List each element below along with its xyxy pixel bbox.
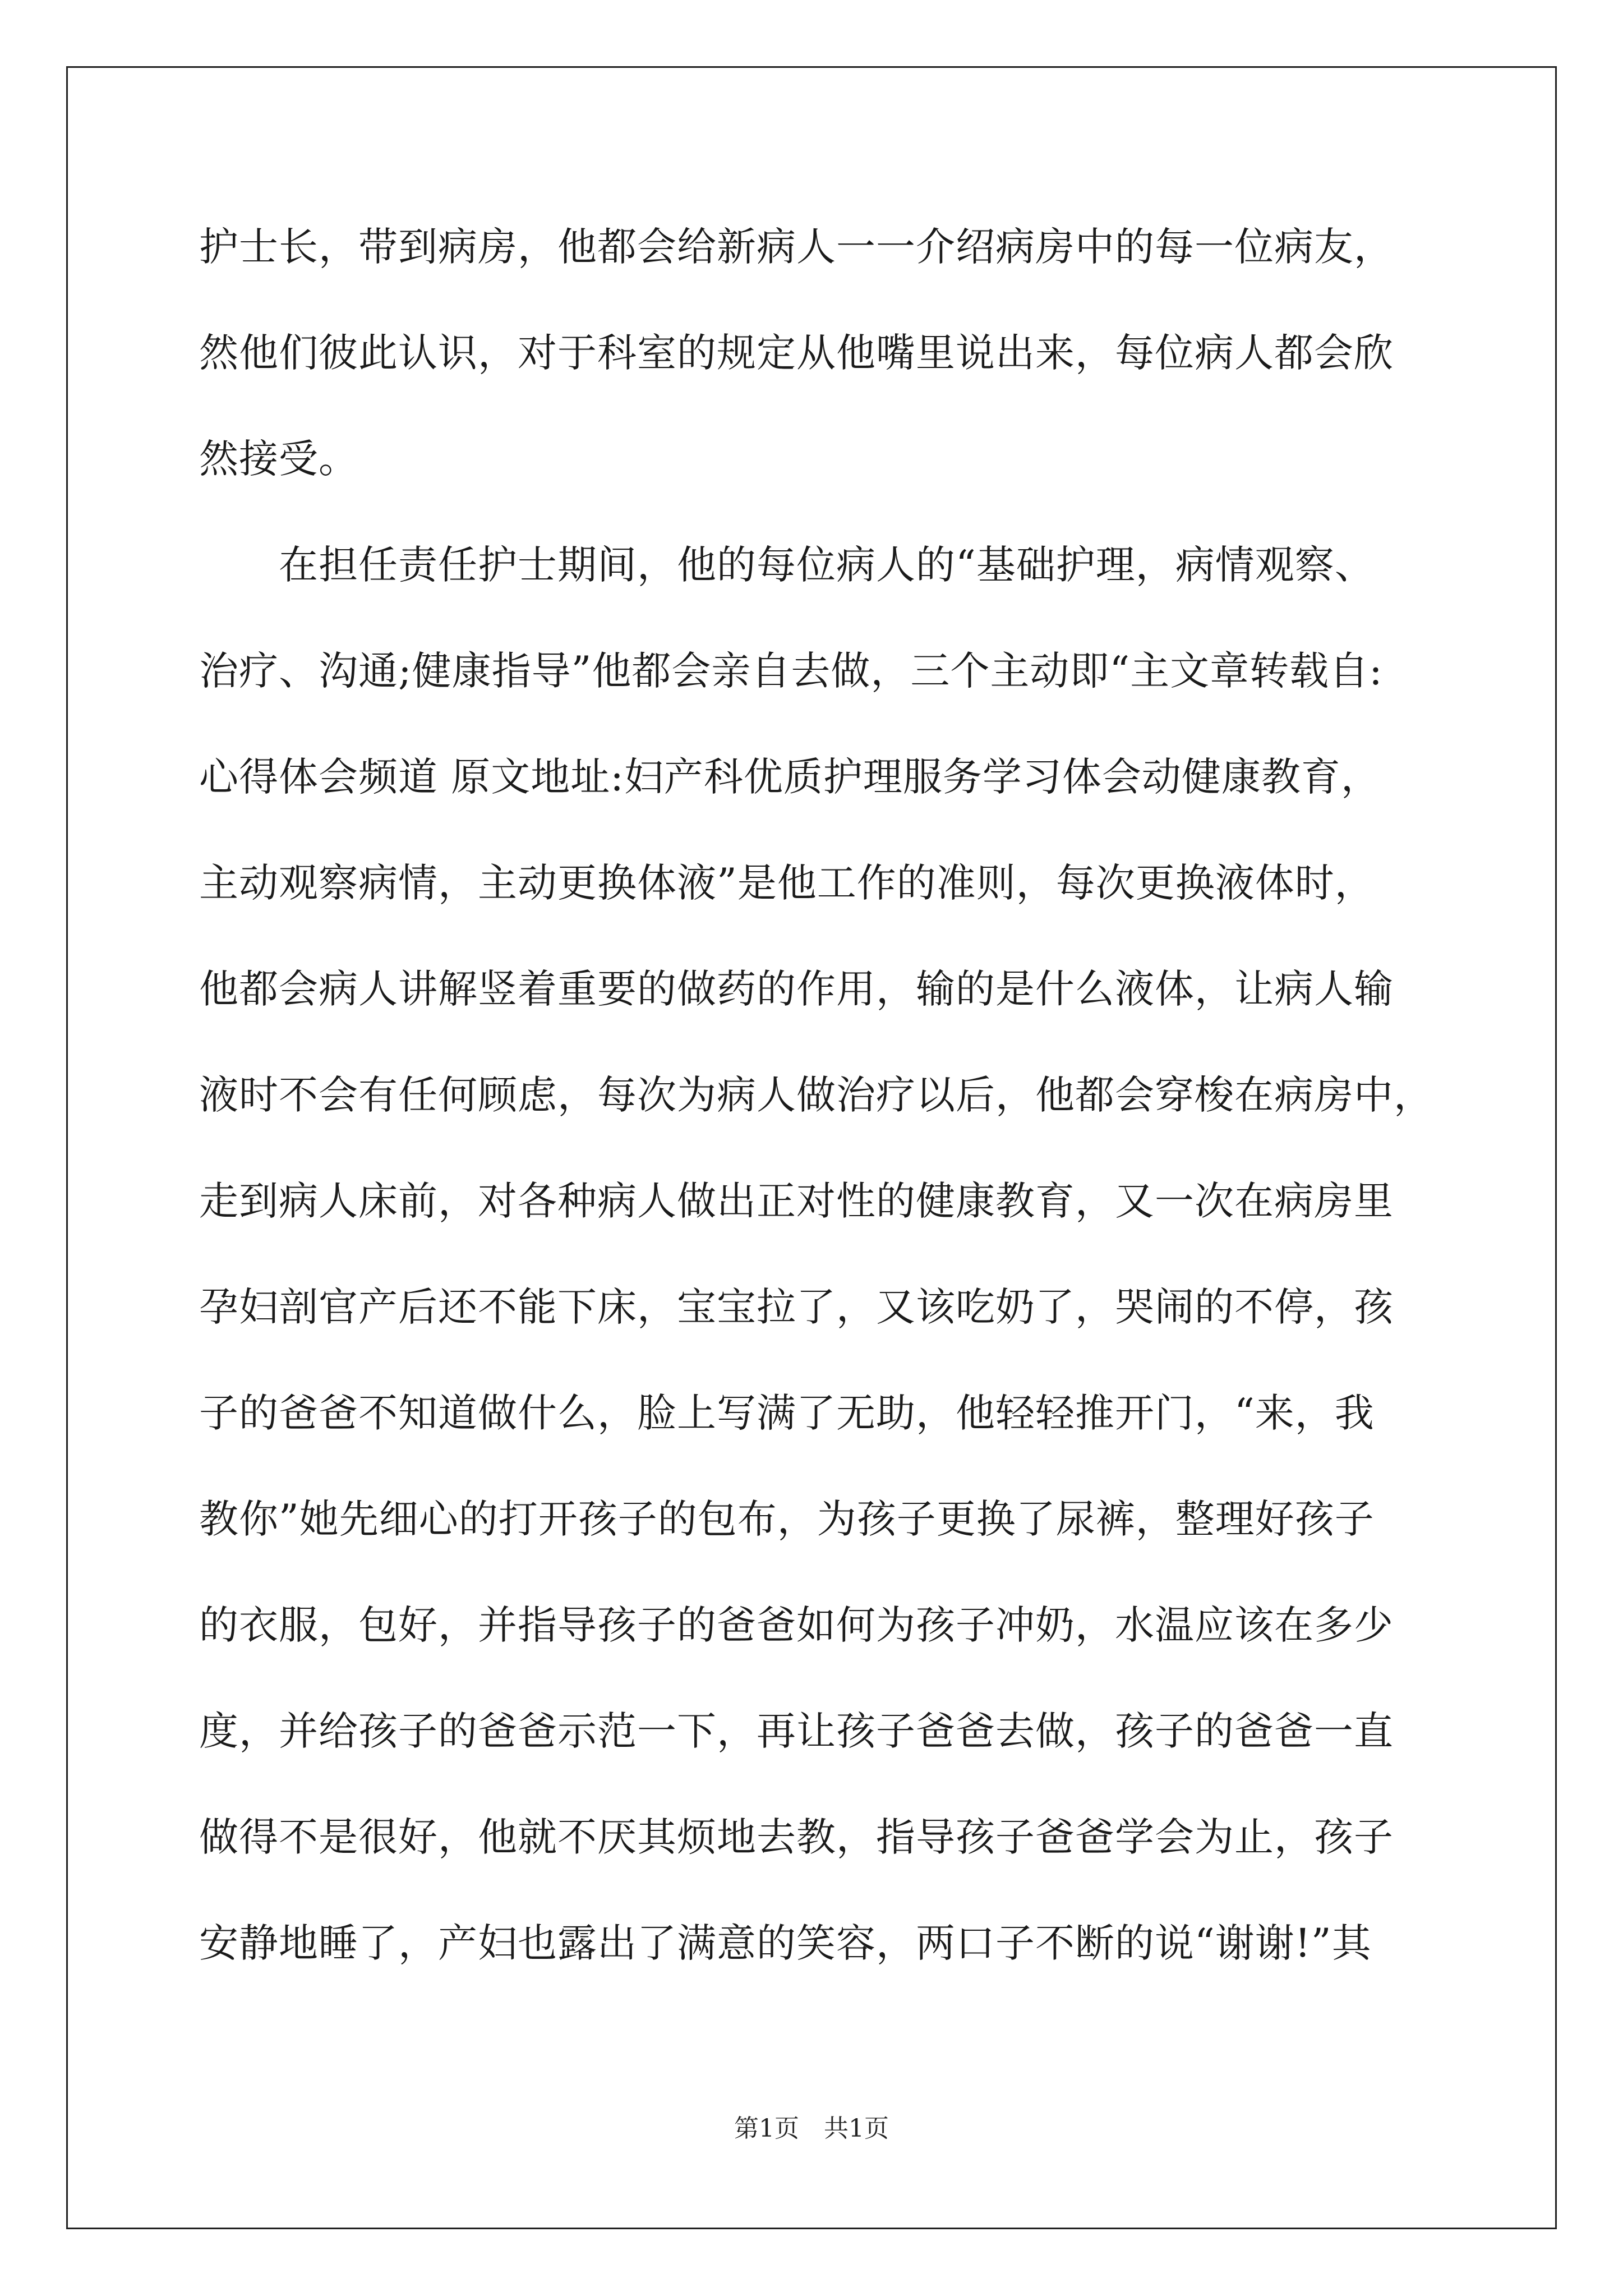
text-line: 治疗、沟通;健康指导”他都会亲自去做，三个主动即“主文章转载自: [199, 648, 1383, 694]
text-line: 他都会病人讲解竖着重要的做药的作用，输的是什么液体，让病人输 [199, 966, 1394, 1012]
text-line: 然他们彼此认识，对于科室的规定从他嘴里说出来，每位病人都会欣 [199, 330, 1394, 376]
text-line: 在担任责任护士期间，他的每位病人的“基础护理，病情观察、 [199, 542, 1375, 588]
text-line: 的衣服，包好，并指导孩子的爸爸如何为孩子冲奶，水温应该在多少 [199, 1602, 1394, 1648]
text-line: 度，并给孩子的爸爸示范一下，再让孩子爸爸去做，孩子的爸爸一直 [199, 1708, 1394, 1754]
text-line: 走到病人床前，对各种病人做出正对性的健康教育，又一次在病房里 [199, 1178, 1394, 1224]
text-line: 主动观察病情，主动更换体液”是他工作的准则，每次更换液体时， [199, 860, 1375, 906]
text-line: 液时不会有任何顾虑，每次为病人做治疗以后，他都会穿梭在病房中， [199, 1072, 1433, 1118]
text-line: 护士长，带到病房，他都会给新病人一一介绍病房中的每一位病友， [199, 224, 1394, 270]
text-line: 安静地睡了，产妇也露出了满意的笑容，两口子不断的说“谢谢!”其 [199, 1920, 1372, 1966]
page-border [66, 66, 1557, 2229]
text-line: 子的爸爸不知道做什么，脸上写满了无助，他轻轻推开门，“来，我 [199, 1390, 1375, 1436]
text-line: 教你”她先细心的打开孩子的包布，为孩子更换了尿裤，整理好孩子 [199, 1496, 1375, 1542]
text-line: 心得体会频道 原文地址:妇产科优质护理服务学习体会动健康教育， [199, 754, 1381, 800]
text-line: 孕妇剖官产后还不能下床，宝宝拉了，又该吃奶了，哭闹的不停，孩 [199, 1284, 1394, 1330]
text-line: 做得不是很好，他就不厌其烦地去教，指导孩子爸爸学会为止，孩子 [199, 1814, 1394, 1860]
page-number-footer: 第1页 共1页 [734, 2114, 889, 2143]
text-line: 然接受。 [199, 436, 358, 482]
